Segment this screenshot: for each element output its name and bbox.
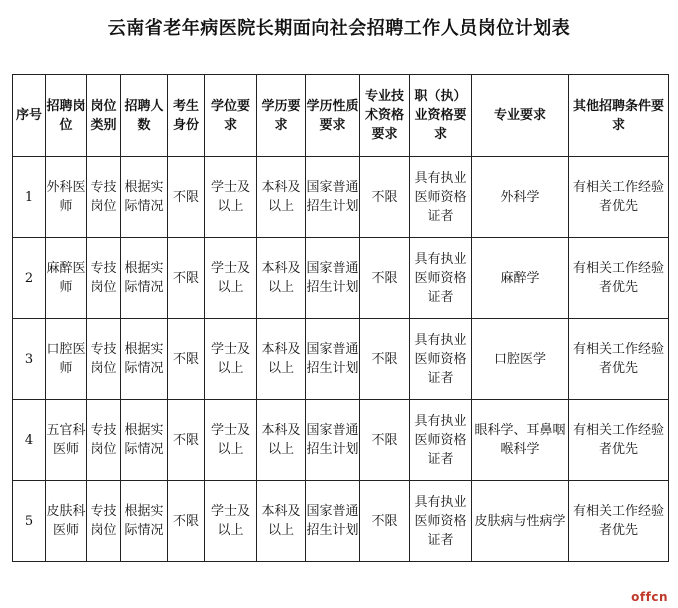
table-cell: 学士及以上 — [205, 157, 257, 238]
table-cell: 不限 — [360, 400, 410, 481]
table-cell: 本科及以上 — [257, 319, 306, 400]
header-cell-other: 其他招聘条件要求 — [569, 75, 669, 157]
table-cell: 根据实际情况 — [121, 238, 168, 319]
table-cell: 国家普通招生计划 — [306, 238, 360, 319]
table-cell: 不限 — [168, 400, 205, 481]
table-cell: 根据实际情况 — [121, 157, 168, 238]
table-cell: 具有执业医师资格证者 — [410, 157, 472, 238]
table-cell: 国家普通招生计划 — [306, 400, 360, 481]
table-cell: 专技岗位 — [87, 400, 121, 481]
table-cell: 不限 — [360, 157, 410, 238]
table-cell: 专技岗位 — [87, 157, 121, 238]
table-cell: 有相关工作经验者优先 — [569, 400, 669, 481]
table-cell: 皮肤病与性病学 — [472, 481, 569, 562]
header-cell-count: 招聘人数 — [121, 75, 168, 157]
header-cell-category: 岗位类别 — [87, 75, 121, 157]
table-cell: 国家普通招生计划 — [306, 157, 360, 238]
table-cell: 麻醉学 — [472, 238, 569, 319]
table-row — [13, 238, 669, 319]
table-cell: 五官科医师 — [46, 400, 87, 481]
header-cell-index: 序号 — [13, 75, 46, 157]
table-cell: 不限 — [168, 319, 205, 400]
table-row — [13, 319, 669, 400]
table-cell: 不限 — [360, 238, 410, 319]
table-cell: 根据实际情况 — [121, 400, 168, 481]
table-cell: 外科学 — [472, 157, 569, 238]
document-title: 云南省老年病医院长期面向社会招聘工作人员岗位计划表 — [107, 18, 571, 39]
table-cell: 国家普通招生计划 — [306, 481, 360, 562]
header-cell-degree: 学位要求 — [205, 75, 257, 157]
watermark-text: offcn — [631, 590, 668, 604]
table-cell: 麻醉医师 — [46, 238, 87, 319]
table-cell: 有相关工作经验者优先 — [569, 157, 669, 238]
table-cell: 皮肤科医师 — [46, 481, 87, 562]
table-cell: 本科及以上 — [257, 157, 306, 238]
table-row — [13, 157, 669, 238]
table-cell: 2 — [13, 238, 46, 319]
table-row — [13, 400, 669, 481]
table-cell: 1 — [13, 157, 46, 238]
table-cell: 不限 — [168, 238, 205, 319]
table-cell: 专技岗位 — [87, 238, 121, 319]
header-cell-identity: 考生身份 — [168, 75, 205, 157]
table-cell: 学士及以上 — [205, 319, 257, 400]
table-cell: 5 — [13, 481, 46, 562]
table-cell: 本科及以上 — [257, 238, 306, 319]
header-cell-education: 学历要求 — [257, 75, 306, 157]
header-cell-practice-qualification: 职（执）业资格要求 — [410, 75, 472, 157]
table-cell: 具有执业医师资格证者 — [410, 481, 472, 562]
header-row — [13, 75, 669, 157]
header-cell-major: 专业要求 — [472, 75, 569, 157]
table-cell: 3 — [13, 319, 46, 400]
table-cell: 具有执业医师资格证者 — [410, 319, 472, 400]
table-cell: 学士及以上 — [205, 481, 257, 562]
table-cell: 不限 — [168, 481, 205, 562]
table-cell: 4 — [13, 400, 46, 481]
table-cell: 根据实际情况 — [121, 319, 168, 400]
table-cell: 外科医师 — [46, 157, 87, 238]
table-cell: 口腔医学 — [472, 319, 569, 400]
table-cell: 根据实际情况 — [121, 481, 168, 562]
header-cell-tech-qualification: 专业技术资格要求 — [360, 75, 410, 157]
recruitment-table — [12, 74, 669, 562]
table-cell: 本科及以上 — [257, 481, 306, 562]
table-cell: 眼科学、耳鼻咽喉科学 — [472, 400, 569, 481]
table-cell: 学士及以上 — [205, 400, 257, 481]
table-cell: 学士及以上 — [205, 238, 257, 319]
table-cell: 专技岗位 — [87, 481, 121, 562]
table-cell: 不限 — [360, 319, 410, 400]
table-cell: 不限 — [360, 481, 410, 562]
table-cell: 不限 — [168, 157, 205, 238]
header-cell-position: 招聘岗位 — [46, 75, 87, 157]
table-cell: 有相关工作经验者优先 — [569, 481, 669, 562]
table-cell: 国家普通招生计划 — [306, 319, 360, 400]
table-cell: 具有执业医师资格证者 — [410, 400, 472, 481]
header-cell-education-type: 学历性质要求 — [306, 75, 360, 157]
table-cell: 口腔医师 — [46, 319, 87, 400]
table-cell: 具有执业医师资格证者 — [410, 238, 472, 319]
table-cell: 有相关工作经验者优先 — [569, 238, 669, 319]
table-cell: 专技岗位 — [87, 319, 121, 400]
table-row — [13, 481, 669, 562]
table-cell: 本科及以上 — [257, 400, 306, 481]
table-cell: 有相关工作经验者优先 — [569, 319, 669, 400]
